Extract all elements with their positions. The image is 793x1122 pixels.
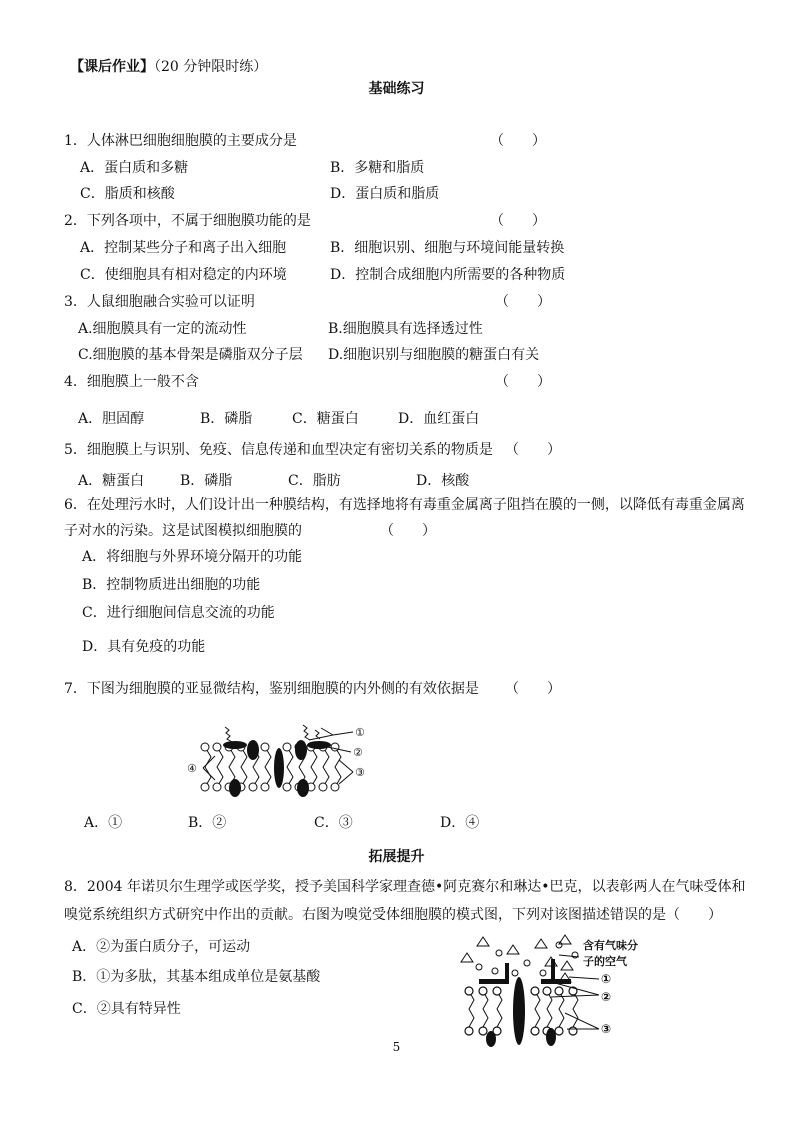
q8-receptor-figure (455, 933, 655, 1053)
q1-option-b: B．多糖和脂质 (330, 160, 425, 176)
q3-option-c: C.细胞膜的基本骨架是磷脂双分子层 (78, 347, 303, 363)
q5-option-d: D．核酸 (416, 473, 470, 489)
q6-option-b: B．控制物质进出细胞的功能 (82, 577, 261, 593)
homework-header (70, 58, 267, 76)
q8-stem-line2: 嗅觉系统组织方式研究中作出的贡献。右图为嗅觉受体细胞膜的模式图，下列对该图描述错误的是（ ） (64, 907, 722, 923)
q7-glycocalyx-chains (225, 725, 320, 742)
homework-label: 【课后作业】 (70, 59, 154, 75)
homework-time-limit: （20 分钟限时练） (154, 59, 268, 75)
q4-option-b: B．磷脂 (200, 411, 253, 427)
q2-option-b: B．细胞识别、细胞与环境间能量转换 (330, 240, 565, 256)
q3-stem: 3．人鼠细胞融合实验可以证明 (64, 294, 255, 310)
q1-option-a: A．蛋白质和多糖 (80, 160, 189, 176)
q8-fig-air-line1: 含有气味分 (583, 939, 638, 952)
q7-phospholipid-bilayer (201, 743, 341, 791)
q8-fig-air-line2: 子的空气 (583, 955, 627, 968)
q5-option-c: C．脂肪 (288, 473, 341, 489)
section-title-extension: 拓展提升 (368, 849, 425, 865)
q4-answer-blank: （ ） (495, 374, 551, 390)
q7-fig-label-2: ② (353, 746, 363, 759)
q8-option-c: C．②具有特异性 (72, 1001, 181, 1017)
q5-stem: 5．细胞膜上与识别、免疫、信息传递和血型决定有密切关系的物质是 (64, 442, 493, 458)
q3-option-b: B.细胞膜具有选择透过性 (328, 321, 483, 337)
q7-fig-label-3: ③ (355, 766, 365, 779)
q7-membrane-figure (183, 720, 383, 810)
q2-option-a: A．控制某些分子和离子出入细胞 (80, 240, 287, 256)
q4-option-c: C．糖蛋白 (292, 411, 359, 427)
q5-answer-blank: （ ） (505, 442, 561, 458)
q7-fig-label-4: ④ (187, 762, 197, 775)
q6-answer-blank: （ ） (380, 523, 436, 539)
q1-answer-blank: （ ） (490, 133, 546, 149)
q7-option-c: C．③ (314, 815, 353, 831)
q3-option-a: A.细胞膜具有一定的流动性 (78, 321, 247, 337)
q2-stem: 2．下列各项中，不属于细胞膜功能的是 (64, 213, 311, 229)
q4-option-a: A．胆固醇 (78, 411, 145, 427)
q7-option-a: A．① (84, 815, 123, 831)
q8-option-a: A．②为蛋白质分子，可运动 (72, 939, 251, 955)
q6-option-a: A．将细胞与外界环境分隔开的功能 (82, 549, 303, 565)
q7-stem: 7．下图为细胞膜的亚显微结构，鉴别细胞膜的内外侧的有效依据是 (64, 681, 479, 697)
q5-option-a: A．糖蛋白 (78, 473, 145, 489)
q8-odor-molecules (461, 935, 578, 982)
q8-stem-line1: 8．2004 年诺贝尔生理学或医学奖，授予美国科学家理查德•阿克赛尔和琳达•巴克，以表彰两人在气味受体和 (64, 879, 746, 895)
q4-option-d: D．血红蛋白 (398, 411, 480, 427)
q1-stem: 1．人体淋巴细胞细胞膜的主要成分是 (64, 133, 297, 149)
q8-fig-label-2: ② (601, 990, 612, 1004)
q3-answer-blank: （ ） (495, 294, 551, 310)
q6-stem-line1: 6．在处理污水时，人们设计出一种膜结构，有选择地将有毒重金属离子阻挡在膜的一侧，以降低有毒重金属离 (64, 497, 745, 513)
q2-option-c: C．使细胞具有相对稳定的内环境 (80, 267, 287, 283)
q7-option-b: B．② (188, 815, 227, 831)
q6-option-c: C．进行细胞间信息交流的功能 (82, 605, 275, 621)
q8-fig-label-1: ① (601, 972, 612, 986)
q6-stem-line2: 子对水的污染。这是试图模拟细胞膜的 (64, 523, 302, 539)
q7-option-d: D．④ (440, 815, 480, 831)
q5-option-b: B．磷脂 (180, 473, 233, 489)
q2-option-d: D．控制合成细胞内所需要的各种物质 (330, 267, 566, 283)
q2-answer-blank: （ ） (490, 213, 546, 229)
q6-option-d: D．具有免疫的功能 (82, 639, 206, 655)
q8-fig-label-3: ③ (601, 1022, 612, 1036)
q1-option-c: C．脂质和核酸 (80, 186, 175, 202)
section-title-basic: 基础练习 (368, 81, 425, 97)
q8-option-b: B．①为多肽，其基本组成单位是氨基酸 (72, 969, 321, 985)
q3-option-d: D.细胞识别与细胞膜的糖蛋白有关 (328, 347, 540, 363)
q1-option-d: D．蛋白质和脂质 (330, 186, 440, 202)
q7-answer-blank: （ ） (505, 681, 561, 697)
q4-stem: 4．细胞膜上一般不含 (64, 374, 199, 390)
q7-fig-label-1: ① (355, 726, 365, 739)
page-number: 5 (392, 1040, 401, 1054)
